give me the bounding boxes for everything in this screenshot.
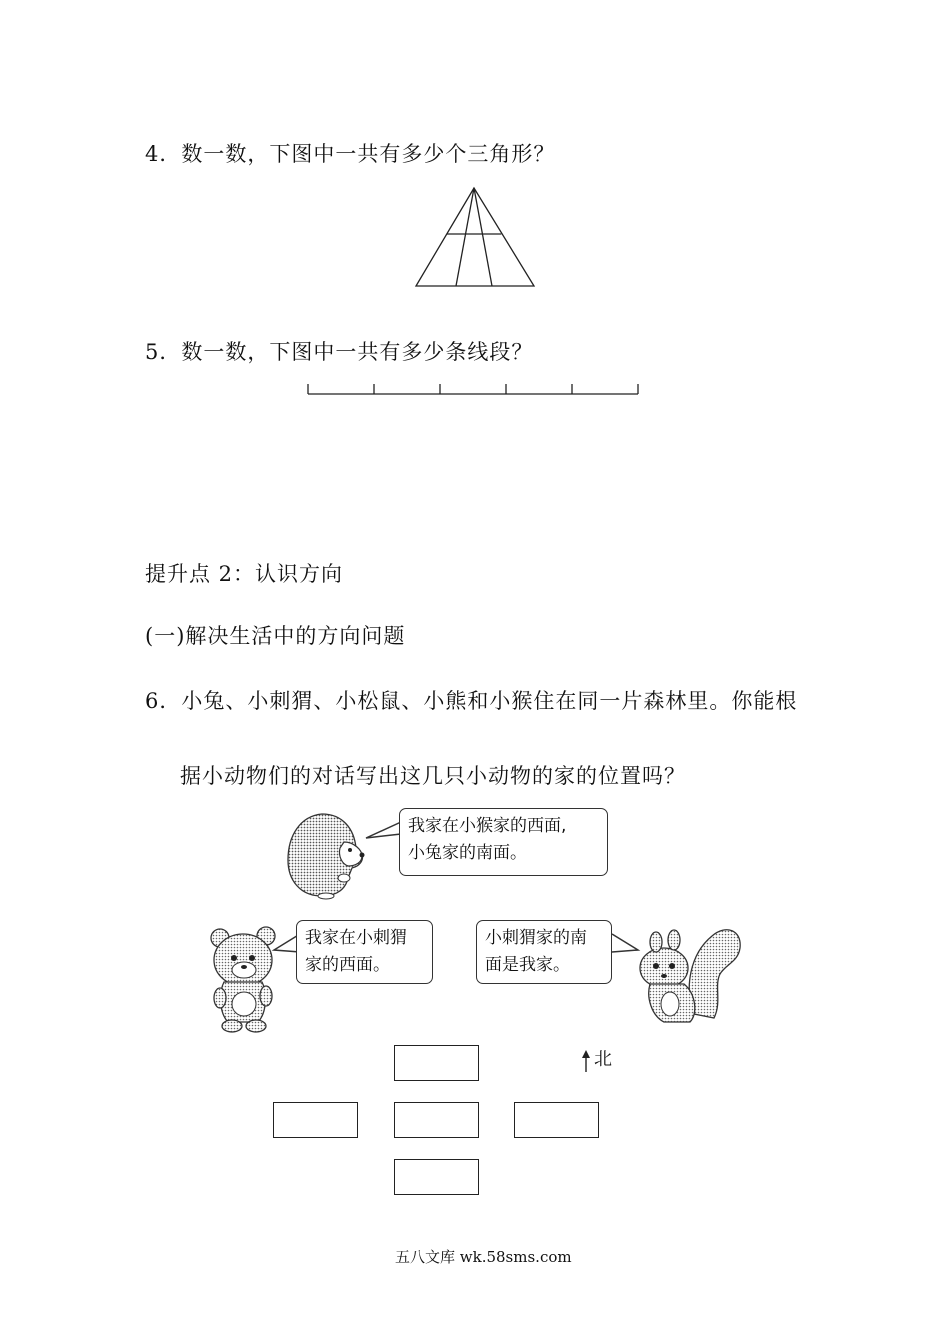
subsection-title: (一)解决生活中的方向问题: [145, 624, 406, 648]
bear-bubble-line-1: 我家在小刺猬: [305, 928, 407, 948]
squirrel-bubble-line-1: 小刺猬家的南: [485, 928, 587, 948]
answer-box-north[interactable]: [394, 1045, 479, 1081]
answer-box-west[interactable]: [273, 1102, 358, 1138]
squirrel-bubble-line-2: 面是我家。: [485, 955, 570, 975]
arrow-up-icon: [580, 1048, 592, 1074]
squirrel-illustration: [634, 918, 746, 1030]
answer-box-east[interactable]: [514, 1102, 599, 1138]
question-4: 4．数一数，下图中一共有多少个三角形？: [145, 142, 556, 166]
footer-text: 五八文库 wk.58sms.com: [395, 1248, 572, 1266]
question-6-line-1: 6．小兔、小刺猬、小松鼠、小熊和小猴住在同一片森林里。你能根: [145, 689, 798, 713]
answer-box-center[interactable]: [394, 1102, 479, 1138]
bear-illustration: [206, 922, 282, 1036]
answer-box-south[interactable]: [394, 1159, 479, 1195]
triangle-figure: [410, 184, 540, 290]
hedgehog-speech-bubble: [399, 808, 608, 876]
hedgehog-bubble-line-2: 小兔家的南面。: [408, 843, 527, 863]
question-6-line-2: 据小动物们的对话写出这几只小动物的家的位置吗？: [180, 764, 686, 788]
question-5: 5．数一数，下图中一共有多少条线段？: [145, 340, 534, 364]
hedgehog-bubble-line-1: 我家在小猴家的西面,: [408, 816, 567, 836]
line-segment-figure: [300, 380, 645, 400]
hedgehog-illustration: [282, 808, 372, 900]
squirrel-speech-bubble: [476, 920, 612, 984]
bear-bubble-line-2: 家的西面。: [305, 955, 390, 975]
section-title: 提升点 2：认识方向: [145, 562, 344, 586]
hedgehog-bubble-tail: [364, 818, 404, 848]
north-label: 北: [594, 1049, 612, 1070]
bear-speech-bubble: [296, 920, 433, 984]
